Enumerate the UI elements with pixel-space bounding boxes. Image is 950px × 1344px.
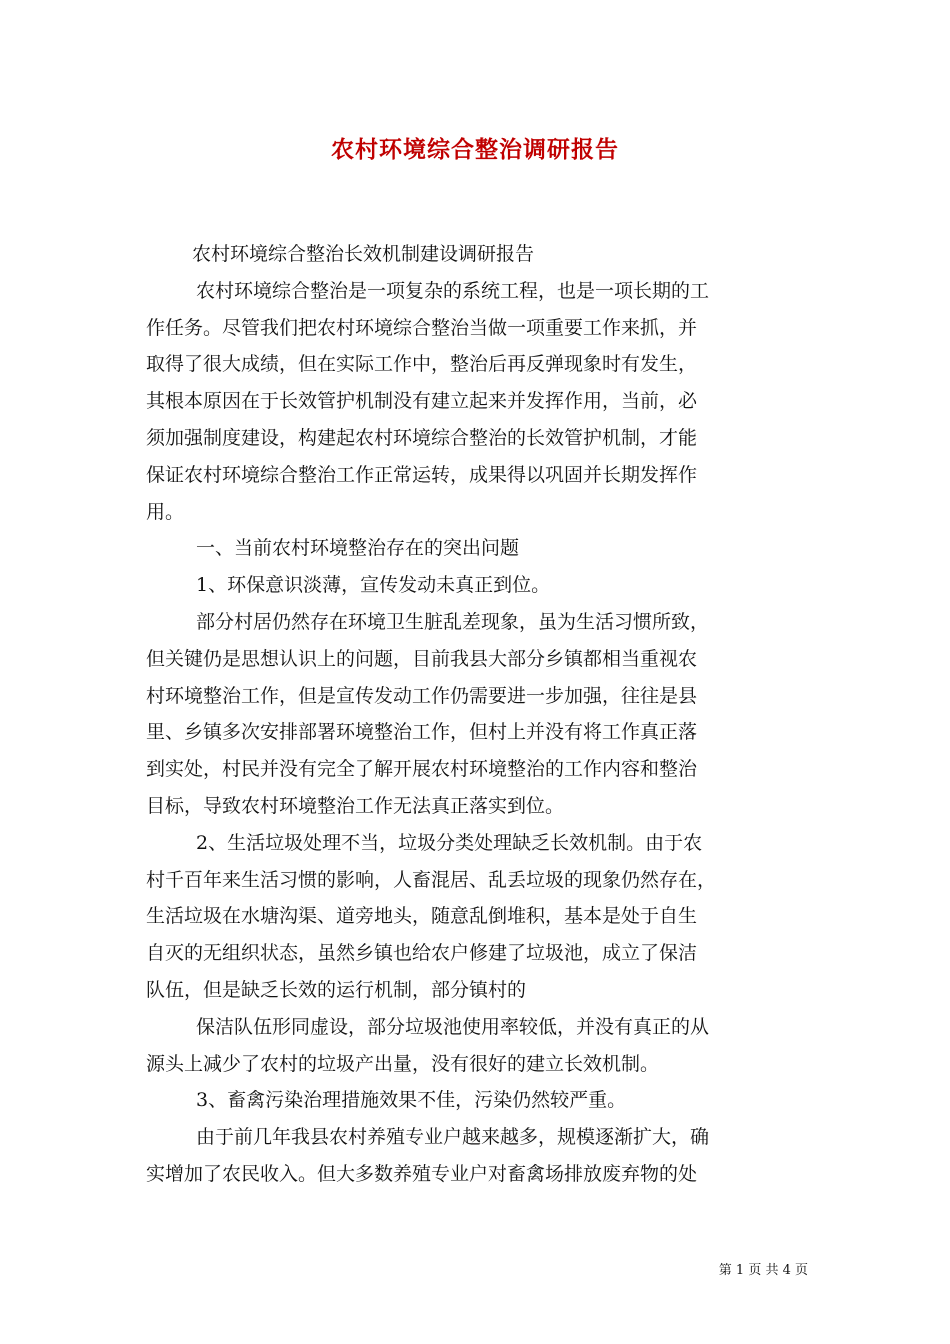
paragraph-line: 实增加了农民收入。但大多数养殖专业户对畜禽场排放废弃物的处 bbox=[146, 1162, 698, 1185]
paragraph-line: 生活垃圾在水塘沟渠、道旁地头，随意乱倒堆积，基本是处于自生 bbox=[146, 905, 698, 928]
paragraph-line: 里、乡镇多次安排部署环境整治工作，但村上并没有将工作真正落 bbox=[146, 721, 698, 744]
paragraph-line: 部分村居仍然存在环境卫生脏乱差现象，虽为生活习惯所致， bbox=[196, 610, 710, 633]
paragraph-line: 队伍，但是缺乏长效的运行机制，部分镇村的 bbox=[146, 978, 527, 1001]
document-title: 农村环境综合整治调研报告 bbox=[331, 136, 619, 163]
subsection-heading: 1、环保意识淡薄，宣传发动未真正到位。 bbox=[196, 574, 551, 597]
document-body bbox=[146, 236, 806, 1193]
paragraph-line: 但关键仍是思想认识上的问题，目前我县大部分乡镇都相当重视农 bbox=[146, 647, 698, 670]
paragraph-line: 由于前几年我县农村养殖专业户越来越多，规模逐渐扩大，确 bbox=[196, 1126, 710, 1149]
page-number-footer: 第 1 页 共 4 页 bbox=[718, 1263, 808, 1278]
subsection-heading: 3、畜禽污染治理措施效果不佳，污染仍然较严重。 bbox=[196, 1089, 627, 1112]
paragraph-line: 其根本原因在于长效管护机制没有建立起来并发挥作用，当前，必 bbox=[146, 390, 698, 413]
paragraph-line: 作任务。尽管我们把农村环境综合整治当做一项重要工作来抓，并 bbox=[146, 316, 698, 339]
subtitle-line: 农村环境综合整治长效机制建设调研报告 bbox=[192, 243, 535, 265]
paragraph-line: 到实处，村民并没有完全了解开展农村环境整治的工作内容和整治 bbox=[146, 758, 698, 781]
paragraph-line: 目标，导致农村环境整治工作无法真正落实到位。 bbox=[146, 794, 565, 817]
paragraph-line: 农村环境综合整治是一项复杂的系统工程，也是一项长期的工 bbox=[196, 279, 710, 302]
paragraph-line: 源头上减少了农村的垃圾产出量，没有很好的建立长效机制。 bbox=[146, 1052, 660, 1075]
paragraph-line: 2、生活垃圾处理不当，垃圾分类处理缺乏长效机制。由于农 bbox=[196, 831, 703, 854]
paragraph-line: 村千百年来生活习惯的影响，人畜混居、乱丢垃圾的现象仍然存在， bbox=[146, 868, 717, 891]
paragraph-line: 保洁队伍形同虚设，部分垃圾池使用率较低，并没有真正的从 bbox=[196, 1015, 710, 1038]
paragraph-line: 取得了很大成绩，但在实际工作中，整治后再反弹现象时有发生， bbox=[146, 353, 698, 376]
paragraph-line: 村环境整治工作，但是宣传发动工作仍需要进一步加强，往往是县 bbox=[146, 684, 698, 707]
paragraph-line: 保证农村环境综合整治工作正常运转，成果得以巩固并长期发挥作 bbox=[146, 463, 698, 486]
section-heading: 一、当前农村环境整治存在的突出问题 bbox=[196, 537, 520, 560]
paragraph-line: 自灭的无组织状态，虽然乡镇也给农户修建了垃圾池，成立了保洁 bbox=[146, 942, 698, 965]
paragraph-line: 用。 bbox=[146, 500, 185, 523]
paragraph-line: 须加强制度建设，构建起农村环境综合整治的长效管护机制，才能 bbox=[146, 426, 698, 449]
